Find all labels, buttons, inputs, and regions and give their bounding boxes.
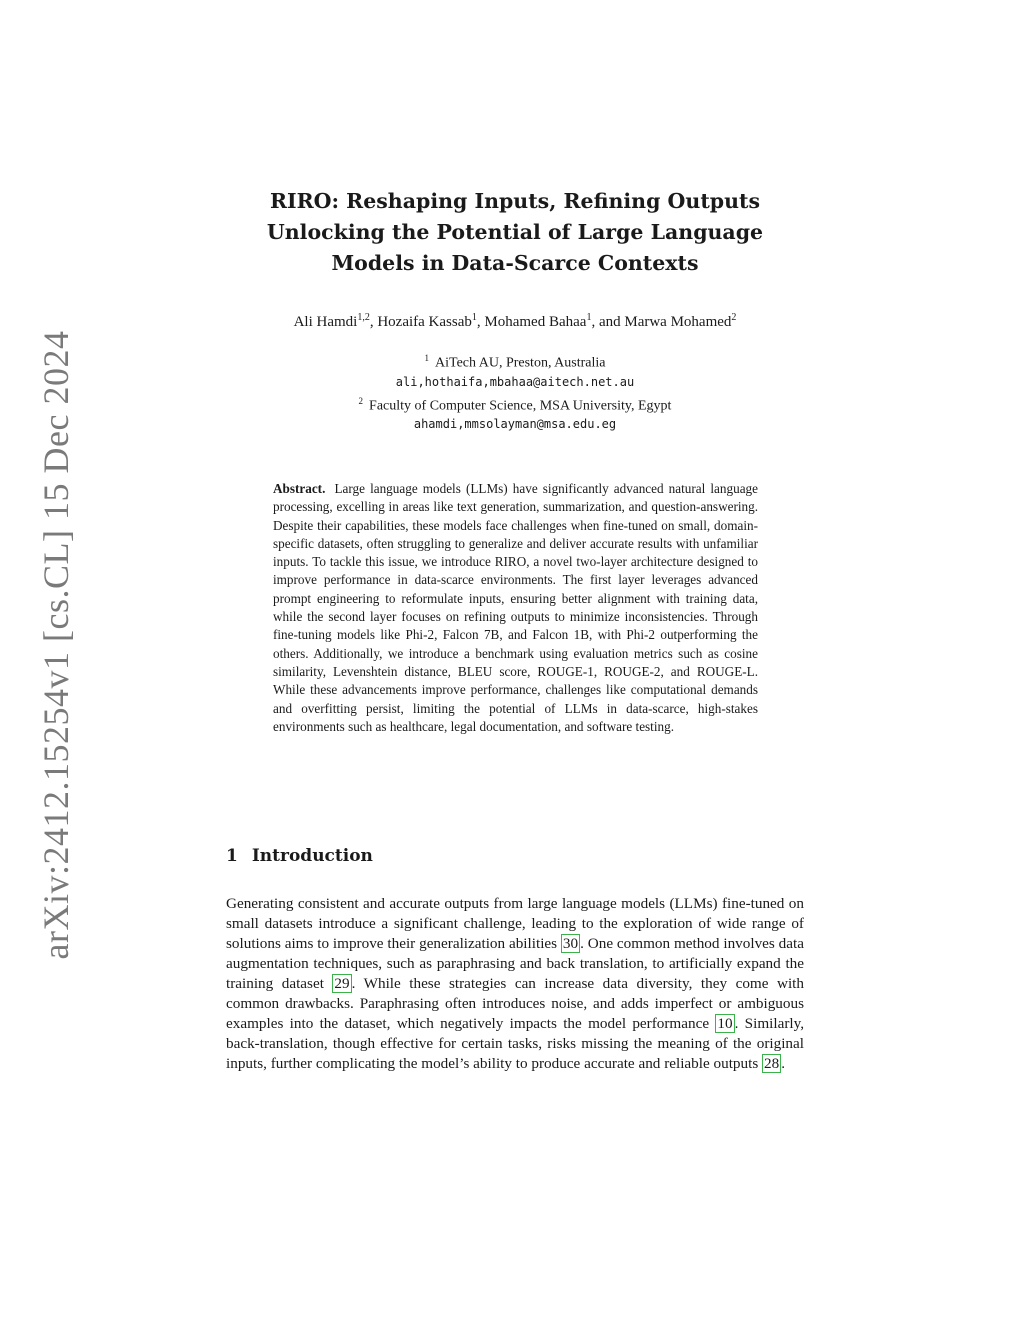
title-line: Unlocking the Potential of Large Language: [266, 220, 764, 244]
author: Hozaifa Kassab$^1$,: [377, 312, 485, 330]
abstract-heading: Abstract.: [273, 481, 326, 496]
body-text-segment: Generating consistent and accurate outputs from large language models (LLMs) fine-tuned on small datasets introduce a significant challenge, leading to the exploration of wide range of solutions aims to improve their generalization abilities: [226, 895, 804, 952]
citation-link[interactable]: 30: [562, 935, 579, 952]
section-title: Introduction: [251, 846, 373, 866]
author: Ali Hamdi$^{1,2}$,: [293, 312, 378, 330]
arxiv-identifier: arXiv:2412.15254v1 [cs.CL] 15 Dec 2024: [36, 330, 76, 960]
body-text-segment: . One common method involves data augmentation techniques, such as paraphrasing and back translation, to artificially expand the training dataset: [226, 935, 804, 992]
body-text-segment: .: [781, 1055, 786, 1072]
section-heading: [226, 846, 373, 866]
body-text-segment: . While these strategies can increase data diversity, they come with common drawbacks. Paraphrasing often introduces noise, and adds imperfect or ambiguous examples into the dataset, which negatively impacts the model performance: [226, 975, 804, 1032]
citation-link[interactable]: 28: [764, 1055, 780, 1072]
author: Mohamed Bahaa$^1$, and: [484, 312, 625, 330]
body-text-segment: . Similarly, back-translation, though effective for certain tasks, risks missing the meaning of the original inputs, further complicating the model’s ability to produce accurate and reliable outputs: [226, 1015, 805, 1072]
introduction-paragraph: [226, 894, 804, 1074]
citation-link[interactable]: 29: [334, 975, 350, 992]
section-number: 1: [226, 846, 238, 866]
affiliation-email: ali,hothaifa,mbahaa@aitech.net.au: [395, 374, 635, 389]
affiliation-name: $^1$ AiTech AU, Preston, Australia: [424, 353, 606, 371]
affiliations: [250, 349, 780, 434]
author: Marwa Mohamed$^2$: [624, 312, 737, 330]
paper-title: [240, 186, 790, 279]
affiliation-name: $^2$ Faculty of Computer Science, MSA University, Egypt: [358, 395, 672, 414]
title-line: Models in Data-Scarce Contexts: [331, 251, 699, 275]
abstract: [273, 480, 758, 736]
affiliation-email: ahamdi,mmsolayman@msa.edu.eg: [413, 417, 617, 432]
citation-link[interactable]: 10: [717, 1015, 733, 1032]
author-list: [200, 312, 830, 331]
title-line: RIRO: Reshaping Inputs, Refining Outputs: [269, 189, 761, 213]
abstract-text: Large language models (LLMs) have significantly advanced natural language processing, excelling in areas like text generation, summarization, and question-answering. Despite their capabilities, these models face challenges when fine-tuned on small, domain-specific datasets, often struggling to generalize and deliver accurate results with unfamiliar inputs. To tackle this issue, we introduce RIRO, a novel two-layer architecture designed to improve performance in data-scarce environments. The first layer leverages advanced prompt engineering to reformulate inputs, ensuring better alignment with training data, while the second layer focuses on refining outputs to minimize inconsistencies. Through fine-tuning models like Phi-2, Falcon 7B, and Falcon 1B, with Phi-2 outperforming the others. Additionally, we introduce a benchmark using evaluation metrics such as cosine similarity, Levenshtein distance, BLEU score, ROUGE-1, ROUGE-2, and ROUGE-L. While these advancements improve performance, challenges like computational demands and overfitting persist, limiting the potential of LLMs in data-scarce, high-stakes environments such as healthcare, legal documentation, and software testing.: [273, 481, 758, 734]
